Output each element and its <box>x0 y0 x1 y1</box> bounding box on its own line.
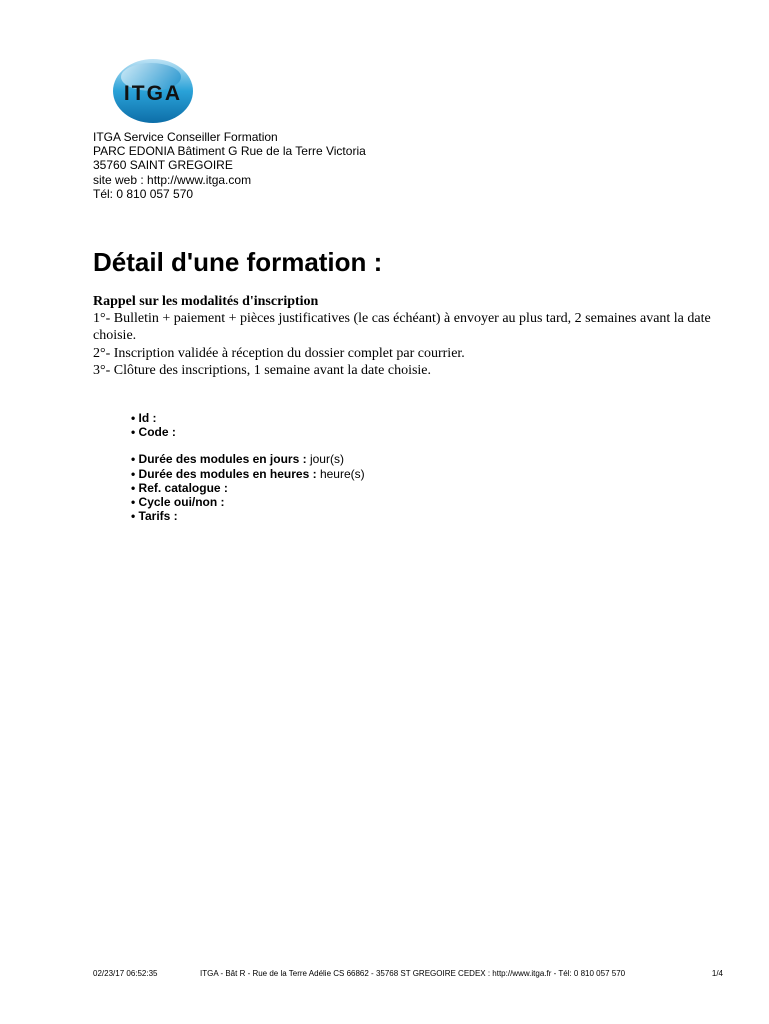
field-duree-heures-label: Durée des modules en heures : <box>138 466 317 481</box>
footer-page-number: 1/4 <box>711 969 723 978</box>
field-duree-jours-value: jour(s) <box>309 452 344 467</box>
footer-address: ITGA - Bât R - Rue de la Terre Adélie CS 66862 - 35768 ST GREGOIRE CEDEX : http://www.itga.fr - Tél: 0 810 057 570 <box>200 969 626 978</box>
reminder-step-2: 2°- Inscription validée à réception du dossier complet par courrier. <box>93 345 465 361</box>
bullet-icon: • <box>131 411 136 425</box>
field-duree-jours-label: Durée des modules en jours : <box>138 452 307 467</box>
bullet-icon: • <box>131 509 136 524</box>
footer-date: 02/23/17 06:52:35 <box>93 969 158 978</box>
field-tarifs <box>131 509 365 523</box>
address-line-phone: Tél: 0 810 057 570 <box>93 186 194 201</box>
field-id-label: Id : <box>138 411 157 425</box>
field-code <box>131 425 365 439</box>
registration-reminder <box>93 293 733 379</box>
logo-text: ITGA <box>123 82 183 105</box>
field-duree-heures-value: heure(s) <box>319 466 365 481</box>
formation-fields <box>131 411 365 523</box>
address-line-website: site web : http://www.itga.com <box>93 172 252 187</box>
field-code-label: Code : <box>138 425 176 440</box>
address-block <box>93 130 366 201</box>
bullet-icon: • <box>131 452 136 467</box>
field-id <box>131 411 365 425</box>
bullet-icon: • <box>131 480 136 495</box>
field-cycle-label: Cycle oui/non : <box>138 495 225 510</box>
page-footer <box>0 968 769 982</box>
field-cycle <box>131 495 365 509</box>
bullet-icon: • <box>131 495 136 510</box>
itga-logo <box>93 47 213 129</box>
address-line-service: ITGA Service Conseiller Formation <box>93 130 278 144</box>
itga-logo-graphic <box>93 47 213 129</box>
address-line-street: PARC EDONIA Bâtiment G Rue de la Terre Victoria <box>93 144 366 159</box>
field-duree-heures <box>131 467 365 481</box>
field-ref-catalogue-label: Ref. catalogue : <box>138 480 228 495</box>
page-title: Détail d'une formation : <box>93 247 383 277</box>
reminder-step-1: 1°- Bulletin + paiement + pièces justificatives (le cas échéant) à envoyer au plus tard, 2 semaines avant la date choisie. <box>93 311 711 344</box>
reminder-step-3: 3°- Clôture des inscriptions, 1 semaine avant la date choisie. <box>93 362 432 378</box>
field-ref-catalogue <box>131 481 365 495</box>
field-tarifs-label: Tarifs : <box>138 509 178 524</box>
field-duree-jours <box>131 452 365 466</box>
address-line-city: 35760 SAINT GREGOIRE <box>93 158 233 173</box>
reminder-title: Rappel sur les modalités d'inscription <box>93 294 319 309</box>
bullet-icon: • <box>131 466 136 481</box>
bullet-icon: • <box>131 425 136 440</box>
